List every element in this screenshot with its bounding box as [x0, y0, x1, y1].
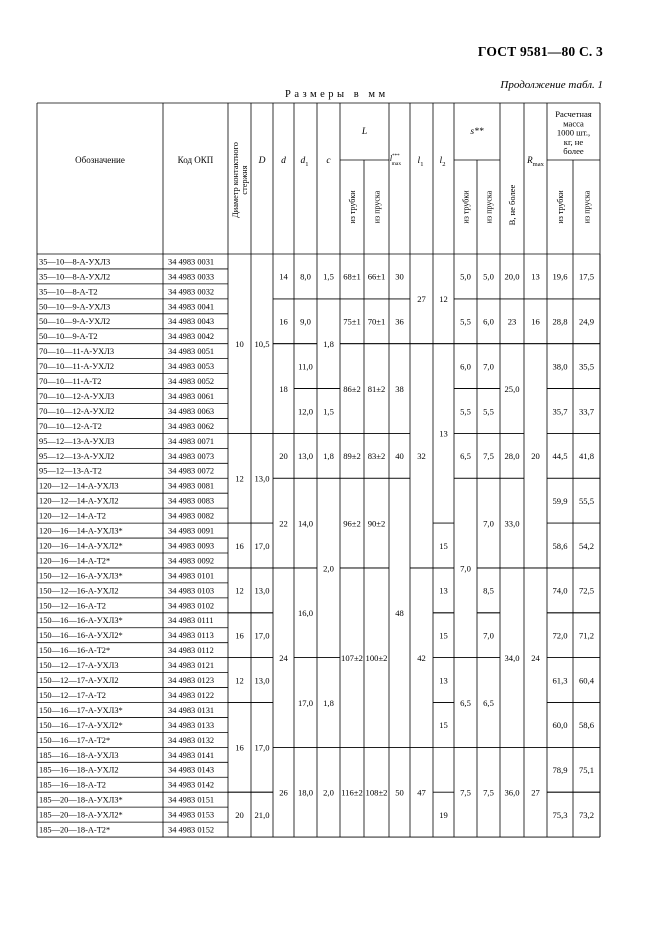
- cell-Ls: 70±1: [367, 316, 386, 327]
- cell-R: 27: [531, 787, 540, 798]
- cell-mt: 61,3: [552, 675, 568, 686]
- cell-d1: 13,0: [297, 451, 314, 462]
- cell-Ls: 66±1: [367, 271, 386, 282]
- cell-R: 13: [531, 271, 540, 282]
- cell-D: 17,0: [254, 540, 270, 551]
- cell-rod: 12: [235, 585, 244, 596]
- cell-mt: 19,6: [552, 271, 568, 282]
- row-designation: 120—16—14-А-Т2*: [39, 556, 111, 566]
- row-designation: 35—10—8-А-УХЛ2: [39, 272, 111, 282]
- row-designation: 185—16—18-А-УХЛ3: [39, 750, 119, 760]
- row-okp-code: 34 4983 0132: [168, 735, 215, 745]
- cell-ms: 33,7: [578, 406, 595, 417]
- row-okp-code: 34 4983 0073: [168, 451, 215, 461]
- cell-B: 25,0: [504, 383, 520, 394]
- cell-d1: 18,0: [297, 787, 314, 798]
- row-designation: 120—12—14-А-УХЛ3: [39, 481, 119, 491]
- row-okp-code: 34 4983 0031: [168, 257, 215, 267]
- cell-B: 28,0: [504, 451, 520, 462]
- cell-st: 7,0: [460, 563, 471, 574]
- cell-rod: 16: [235, 630, 244, 641]
- cell-ss: 7,0: [483, 630, 494, 641]
- cell-lmax: 38: [395, 383, 404, 394]
- cell-mt: 60,0: [552, 720, 568, 731]
- cell-ms: 54,2: [578, 540, 595, 551]
- row-okp-code: 34 4983 0042: [168, 332, 215, 342]
- header-Rmax: $R_{max}$: [527, 155, 544, 168]
- cell-D: 10,5: [254, 339, 270, 349]
- cell-Lt: 86±2: [343, 383, 361, 394]
- header-l1: $l_1$: [417, 156, 424, 168]
- cell-D: 13,0: [254, 473, 270, 484]
- row-okp-code: 34 4983 0142: [168, 780, 215, 790]
- cell-ss: 5,5: [483, 406, 494, 417]
- cell-c: 1,5: [323, 271, 334, 282]
- row-okp-code: 34 4983 0062: [168, 421, 215, 431]
- cell-D: 13,0: [254, 675, 270, 686]
- row-okp-code: 34 4983 0071: [168, 436, 215, 446]
- row-okp-code: 34 4983 0153: [168, 810, 215, 820]
- cell-d: 22: [279, 518, 288, 529]
- cell-B: 34,0: [504, 652, 520, 663]
- cell-R: 16: [531, 316, 540, 327]
- cell-R: 20: [531, 451, 540, 462]
- cell-D: 17,0: [254, 742, 270, 753]
- cell-st: 7,5: [460, 787, 471, 798]
- cell-ss: 5,0: [483, 271, 494, 282]
- row-okp-code: 34 4983 0151: [168, 795, 215, 805]
- header-mass-line: масса: [563, 118, 584, 129]
- cell-ms: 55,5: [578, 495, 595, 506]
- cell-ss: 6,0: [483, 316, 494, 327]
- cell-lmax: 40: [395, 451, 404, 462]
- cell-l2: 12: [439, 294, 448, 305]
- cell-rod: 12: [235, 675, 244, 686]
- cell-lmax: 30: [395, 271, 404, 282]
- row-okp-code: 34 4983 0122: [168, 690, 215, 700]
- cell-l2: 19: [439, 809, 448, 820]
- cell-mt: 75,3: [552, 809, 568, 820]
- row-okp-code: 34 4983 0053: [168, 362, 215, 372]
- row-designation: 35—10—8-А-УХЛ3: [39, 257, 111, 267]
- cell-mt: 72,0: [552, 630, 568, 641]
- row-okp-code: 34 4983 0041: [168, 302, 215, 312]
- cell-mt: 28,8: [552, 316, 568, 327]
- cell-mt: 35,7: [552, 406, 568, 417]
- row-designation: 185—20—18-А-УХЛ2*: [39, 810, 123, 820]
- cell-rod: 20: [235, 809, 244, 820]
- cell-c: 2,0: [323, 563, 334, 574]
- row-designation: 35—10—8-А-Т2: [39, 287, 98, 297]
- cell-D: 17,0: [254, 630, 270, 641]
- row-okp-code: 34 4983 0152: [168, 825, 215, 835]
- header-rod-diameter-line1: Диаметр контактного: [231, 142, 240, 218]
- cell-c: 2,0: [323, 787, 334, 798]
- row-okp-code: 34 4983 0133: [168, 720, 215, 730]
- cell-d1: 14,0: [297, 518, 314, 529]
- cell-rod: 10: [235, 339, 244, 349]
- header-mass-strip: из пруска: [582, 190, 592, 224]
- cell-ms: 17,5: [578, 271, 595, 282]
- cell-lmax: 50: [395, 787, 404, 798]
- row-designation: 150—12—16-А-Т2: [39, 601, 106, 611]
- row-okp-code: 34 4983 0121: [168, 661, 215, 671]
- cell-d: 16: [279, 316, 288, 327]
- row-okp-code: 34 4983 0123: [168, 676, 215, 685]
- cell-rod: 12: [235, 473, 244, 484]
- cell-mt: 78,9: [552, 765, 568, 776]
- page-header: ГОСТ 9581—80 С. 3: [477, 44, 603, 59]
- row-designation: 150—12—17-А-УХЛ3: [39, 661, 119, 671]
- row-okp-code: 34 4983 0091: [168, 526, 215, 536]
- row-designation: 150—12—16-А-УХЛ2: [39, 586, 119, 596]
- row-okp-code: 34 4983 0051: [168, 347, 215, 357]
- cell-R: 24: [531, 652, 540, 663]
- row-okp-code: 34 4983 0141: [168, 750, 215, 760]
- row-okp-code: 34 4983 0113: [168, 631, 214, 641]
- row-designation: 150—12—16-А-УХЛ3*: [39, 571, 123, 581]
- cell-l2: 15: [439, 630, 448, 641]
- cell-l2: 13: [439, 675, 448, 686]
- row-okp-code: 34 4983 0061: [168, 391, 215, 401]
- header-okp-code: Код ОКП: [177, 155, 214, 165]
- row-designation: 70—10—11-А-Т2: [39, 377, 102, 386]
- cell-B: 36,0: [504, 787, 520, 798]
- cell-st: 6,5: [460, 697, 471, 708]
- cell-Lt: 107±2: [341, 652, 363, 663]
- cell-ss: 8,5: [483, 585, 494, 596]
- cell-d: 24: [279, 652, 288, 663]
- cell-d: 26: [279, 787, 288, 798]
- cell-ms: 58,6: [578, 720, 595, 731]
- cell-ms: 35,5: [578, 361, 595, 372]
- cell-B: 20,0: [504, 271, 520, 282]
- cell-Lt: 96±2: [343, 518, 361, 529]
- row-designation: 95—12—13-А-УХЛ2: [39, 451, 115, 461]
- row-designation: 50—10—9-А-Т2: [39, 332, 98, 342]
- table-continuation-note: Продолжение табл. 1: [500, 79, 603, 91]
- cell-c: 1,5: [323, 406, 334, 417]
- cell-c: 1,8: [323, 697, 334, 708]
- row-designation: 120—12—14-А-УХЛ2: [39, 496, 119, 506]
- cell-ms: 41,8: [578, 451, 595, 462]
- row-designation: 95—12—13-А-Т2: [39, 466, 102, 476]
- cell-mt: 58,6: [552, 540, 568, 551]
- cell-ss: 7,0: [483, 361, 494, 372]
- row-okp-code: 34 4983 0033: [168, 272, 215, 282]
- header-rod-diameter-line2: стержня: [240, 165, 249, 195]
- row-designation: 185—20—18-А-Т2*: [39, 825, 111, 835]
- header-lmax: l*** max: [389, 154, 402, 167]
- row-designation: 150—16—16-А-УХЛ3*: [39, 616, 123, 626]
- cell-d1: 16,0: [297, 608, 314, 619]
- cell-Ls: 81±2: [367, 383, 386, 394]
- row-designation: 95—12—13-А-УХЛ3: [39, 436, 115, 446]
- header-s: s**: [470, 127, 484, 137]
- cell-B: 33,0: [504, 518, 520, 529]
- cell-lmax: 48: [395, 608, 404, 619]
- cell-D: 13,0: [254, 585, 270, 596]
- dimensions-note: Размеры в мм: [285, 89, 389, 100]
- cell-d: 18: [279, 383, 288, 394]
- header-d1: $d_1$: [300, 156, 309, 168]
- cell-ss: 7,5: [483, 787, 494, 798]
- cell-d: 14: [279, 271, 288, 282]
- row-okp-code: 34 4983 0083: [168, 496, 215, 506]
- row-okp-code: 34 4983 0102: [168, 601, 215, 611]
- cell-lmax: 36: [395, 316, 404, 327]
- cell-d1: 17,0: [297, 697, 314, 708]
- row-okp-code: 34 4983 0092: [168, 556, 215, 566]
- row-okp-code: 34 4983 0103: [168, 586, 215, 596]
- cell-mt: 74,0: [552, 585, 568, 596]
- cell-ms: 75,1: [578, 765, 595, 776]
- header-mass-line: Расчетная: [555, 109, 592, 119]
- cell-l2: 15: [439, 720, 448, 731]
- header-d: d: [281, 156, 286, 166]
- row-designation: 150—16—17-А-УХЛ2*: [39, 720, 123, 730]
- cell-D: 21,0: [254, 809, 270, 820]
- cell-d1: 8,0: [300, 271, 311, 282]
- header-l2: $l_2$: [439, 156, 446, 168]
- row-designation: 185—20—18-А-УХЛ3*: [39, 795, 123, 805]
- row-designation: 70—10—12-А-Т2: [39, 421, 102, 431]
- cell-d1: 12,0: [297, 406, 314, 417]
- row-designation: 70—10—12-А-УХЛ2: [39, 406, 115, 416]
- header-mass-line: кг, не: [563, 136, 584, 147]
- row-okp-code: 34 4983 0111: [168, 616, 214, 626]
- row-okp-code: 34 4983 0081: [168, 481, 215, 491]
- cell-mt: 38,0: [552, 361, 568, 372]
- cell-l1: 27: [417, 294, 426, 305]
- cell-d: 20: [279, 451, 288, 462]
- row-okp-code: 34 4983 0052: [168, 377, 215, 386]
- row-okp-code: 34 4983 0043: [168, 317, 215, 327]
- row-designation: 185—16—18-А-УХЛ2: [39, 765, 119, 775]
- cell-l1: 47: [417, 787, 426, 798]
- row-designation: 150—16—16-А-Т2*: [39, 646, 111, 656]
- cell-l2: 13: [439, 585, 448, 596]
- row-designation: 150—16—16-А-УХЛ2*: [39, 631, 123, 641]
- row-okp-code: 34 4983 0101: [168, 571, 215, 581]
- cell-d1: 11,0: [298, 361, 313, 372]
- header-mass-line: 1000 шт.,: [556, 127, 591, 138]
- cell-Ls: 90±2: [367, 518, 386, 529]
- row-designation: 185—16—18-А-Т2: [39, 780, 106, 790]
- cell-ms: 24,9: [578, 316, 595, 327]
- cell-l1: 42: [417, 652, 426, 663]
- cell-c: 1,8: [323, 451, 334, 462]
- row-designation: 120—16—14-А-УХЛ2*: [39, 541, 123, 551]
- cell-c: 1,8: [323, 339, 334, 349]
- cell-ss: 6,5: [483, 697, 494, 708]
- cell-l1: 32: [417, 451, 426, 462]
- cell-ms: 71,2: [578, 630, 595, 641]
- cell-ss: 7,5: [483, 451, 494, 462]
- cell-d1: 9,0: [300, 316, 311, 327]
- cell-ss: 7,0: [483, 518, 494, 529]
- cell-Lt: 75±1: [343, 316, 361, 327]
- cell-st: 5,0: [460, 271, 471, 282]
- cell-l2: 13: [439, 428, 448, 439]
- row-designation: 150—12—17-А-Т2: [39, 690, 106, 700]
- cell-ms: 73,2: [578, 809, 595, 820]
- row-designation: 70—10—12-А-УХЛ3: [39, 391, 115, 401]
- cell-st: 5,5: [460, 316, 471, 327]
- row-designation: 150—16—17-А-Т2*: [39, 735, 111, 745]
- row-designation: 120—16—14-А-УХЛ3*: [39, 526, 123, 536]
- cell-st: 5,5: [460, 406, 471, 417]
- row-designation: 150—16—17-А-УХЛ3*: [39, 705, 123, 715]
- cell-st: 6,0: [460, 361, 471, 372]
- cell-ms: 60,4: [578, 675, 595, 686]
- header-c: c: [326, 156, 331, 166]
- row-designation: 120—12—14-А-Т2: [39, 511, 106, 521]
- cell-rod: 16: [235, 540, 244, 551]
- cell-B: 23: [507, 316, 517, 327]
- row-okp-code: 34 4983 0082: [168, 511, 215, 521]
- row-okp-code: 34 4983 0131: [168, 705, 215, 715]
- row-okp-code: 34 4983 0112: [168, 646, 214, 656]
- header-designation: Обозначение: [75, 155, 125, 165]
- cell-Lt: 116±2: [341, 787, 363, 798]
- row-designation: 70—10—11-А-УХЛ2: [39, 362, 115, 372]
- row-okp-code: 34 4983 0032: [168, 287, 215, 297]
- header-B: B, не более: [507, 184, 517, 226]
- cell-l2: 15: [439, 540, 448, 551]
- cell-mt: 44,5: [552, 451, 568, 462]
- cell-ms: 72,5: [578, 585, 595, 596]
- cell-Ls: 100±2: [365, 652, 388, 663]
- row-okp-code: 34 4983 0093: [168, 541, 215, 551]
- row-okp-code: 34 4983 0143: [168, 765, 215, 775]
- cell-Lt: 68±1: [343, 271, 361, 282]
- header-s-strip: из пруска: [484, 190, 494, 224]
- header-s-tube: из трубки: [461, 190, 471, 224]
- cell-mt: 59,9: [552, 495, 568, 506]
- row-designation: 70—10—11-А-УХЛ3: [39, 347, 115, 357]
- cell-Ls: 83±2: [367, 451, 386, 462]
- row-designation: 50—10—9-А-УХЛ2: [39, 317, 111, 327]
- cell-st: 6,5: [460, 451, 471, 462]
- cell-rod: 16: [235, 742, 244, 753]
- cell-Ls: 108±2: [365, 787, 388, 798]
- header-L-tube: из трубки: [348, 190, 357, 224]
- row-okp-code: 34 4983 0072: [168, 466, 215, 476]
- header-mass-line: более: [563, 146, 584, 157]
- header-mass-tube: из трубки: [556, 190, 565, 224]
- row-designation: 150—12—17-А-УХЛ2: [39, 676, 119, 685]
- cell-Lt: 89±2: [343, 451, 361, 462]
- header-L-strip: из пруска: [372, 190, 382, 224]
- header-L: L: [361, 127, 368, 137]
- header-D: D: [258, 156, 266, 166]
- row-designation: 50—10—9-А-УХЛ3: [39, 302, 111, 312]
- row-okp-code: 34 4983 0063: [168, 406, 215, 416]
